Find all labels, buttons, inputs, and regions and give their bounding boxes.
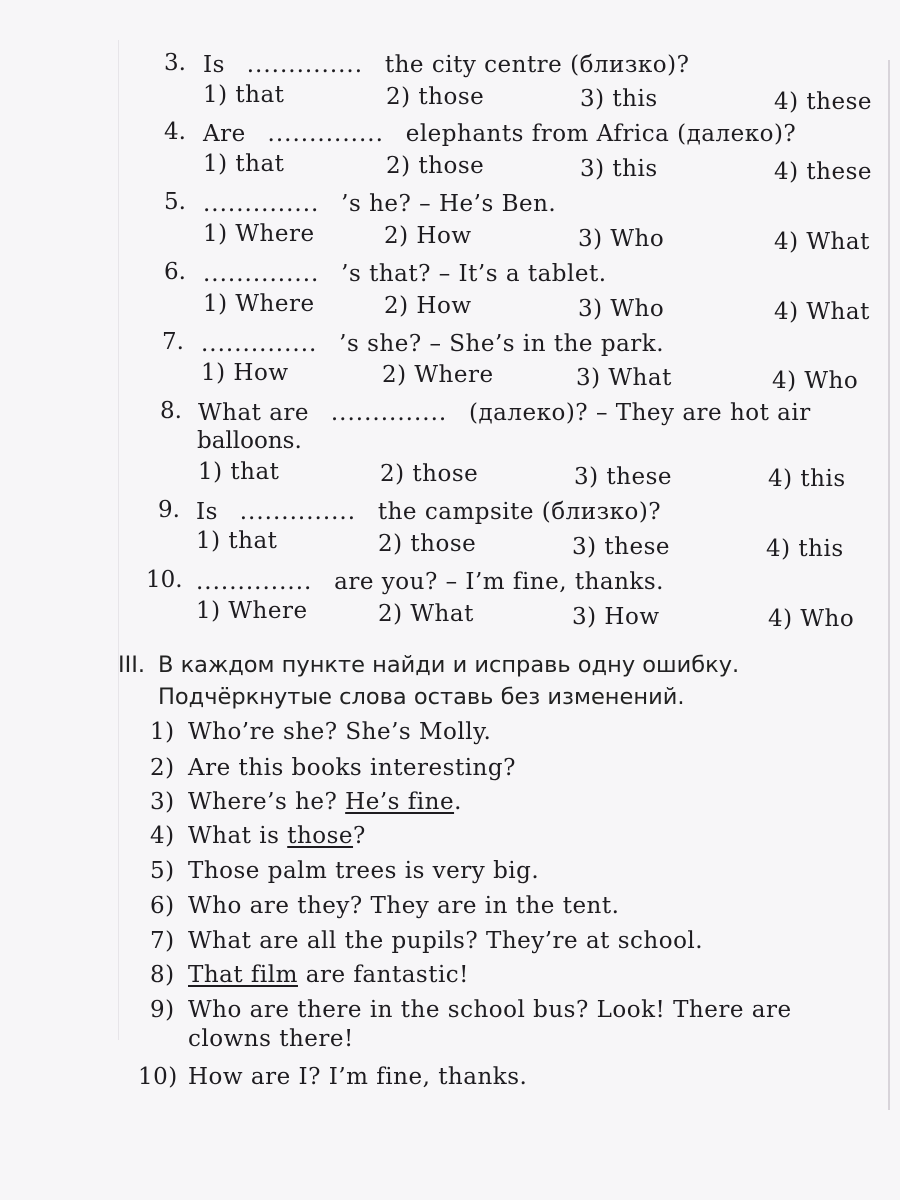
section-instruction-line2: Подчёркнутые слова оставь без изменений. bbox=[158, 684, 685, 710]
item-number: 6) bbox=[150, 893, 175, 919]
stem-rest: the campsite (близко)? bbox=[377, 499, 662, 525]
option-3[interactable]: 3) What bbox=[576, 365, 672, 391]
stem-start: Is bbox=[196, 499, 218, 525]
list-item bbox=[150, 893, 619, 919]
bleed-frame-left bbox=[118, 40, 119, 1040]
option-3[interactable]: 3) How bbox=[572, 604, 660, 630]
item-text-end: ? bbox=[353, 823, 366, 849]
section-number: III. bbox=[118, 652, 146, 678]
question-number: 4. bbox=[164, 119, 186, 145]
question-stem bbox=[196, 569, 664, 595]
option-1[interactable]: 1) Where bbox=[196, 598, 308, 624]
stem-rest: are you? – I’m fine, thanks. bbox=[334, 569, 664, 595]
question-stem bbox=[198, 400, 811, 426]
item-text[interactable]: Are this books interesting? bbox=[188, 755, 516, 781]
item-number: 5) bbox=[150, 858, 175, 884]
stem-rest: ’s she? – She’s in the park. bbox=[339, 331, 665, 357]
list-item bbox=[150, 823, 366, 849]
option-2[interactable]: 2) How bbox=[384, 293, 472, 319]
answer-blank[interactable]: .............. bbox=[201, 331, 318, 357]
question-stem bbox=[203, 52, 689, 78]
option-4[interactable]: 4) these bbox=[774, 159, 872, 185]
stem-start: Is bbox=[203, 52, 225, 78]
answer-blank[interactable]: .............. bbox=[203, 261, 320, 287]
item-text[interactable]: Who are there in the school bus? Look! There are bbox=[188, 997, 792, 1023]
list-item bbox=[150, 789, 462, 815]
option-1[interactable]: 1) that bbox=[203, 82, 285, 108]
option-2[interactable]: 2) What bbox=[378, 601, 474, 627]
stem-rest: elephants from Africa (далеко)? bbox=[405, 121, 797, 147]
option-3[interactable]: 3) Who bbox=[578, 296, 665, 322]
item-text[interactable]: How are I? I’m fine, thanks. bbox=[188, 1064, 528, 1090]
section-heading-line2 bbox=[158, 682, 684, 712]
option-4[interactable]: 4) Who bbox=[768, 606, 855, 632]
answer-blank[interactable]: .............. bbox=[196, 569, 313, 595]
list-item-continuation[interactable]: clowns there! bbox=[188, 1026, 354, 1052]
option-1[interactable]: 1) Where bbox=[203, 221, 315, 247]
underlined-words: those bbox=[287, 823, 354, 849]
option-4[interactable]: 4) this bbox=[768, 466, 846, 492]
question-stem bbox=[201, 331, 664, 357]
question-number: 9. bbox=[158, 497, 180, 523]
option-1[interactable]: 1) Where bbox=[203, 291, 315, 317]
option-3[interactable]: 3) Who bbox=[578, 226, 665, 252]
option-4[interactable]: 4) this bbox=[766, 536, 844, 562]
answer-blank[interactable]: .............. bbox=[330, 400, 448, 426]
option-2[interactable]: 2) Where bbox=[382, 362, 494, 388]
list-item bbox=[150, 962, 469, 988]
option-2[interactable]: 2) those bbox=[378, 531, 477, 557]
answer-blank[interactable]: .............. bbox=[239, 499, 357, 525]
question-stem bbox=[196, 499, 661, 525]
underlined-words: He’s fine bbox=[345, 789, 455, 815]
option-1[interactable]: 1) that bbox=[198, 459, 280, 485]
list-item bbox=[150, 858, 539, 884]
list-item bbox=[150, 755, 516, 781]
bleed-frame-right bbox=[888, 60, 890, 1110]
option-1[interactable]: 1) that bbox=[203, 151, 285, 177]
question-number: 7. bbox=[162, 329, 184, 355]
option-1[interactable]: 1) How bbox=[201, 360, 289, 386]
stem-rest: (далеко)? – They are hot air bbox=[469, 400, 811, 426]
question-stem bbox=[203, 261, 607, 287]
stem-rest: ’s he? – He’s Ben. bbox=[341, 191, 557, 217]
option-2[interactable]: 2) those bbox=[380, 461, 479, 487]
question-stem-continuation: balloons. bbox=[197, 428, 302, 454]
option-3[interactable]: 3) this bbox=[580, 86, 658, 112]
item-number: 7) bbox=[150, 928, 175, 954]
item-text[interactable]: Those palm trees is very big. bbox=[188, 858, 540, 884]
item-text[interactable]: What is bbox=[188, 823, 288, 849]
option-2[interactable]: 2) those bbox=[386, 153, 485, 179]
question-number: 10. bbox=[146, 567, 183, 593]
option-3[interactable]: 3) this bbox=[580, 156, 658, 182]
option-3[interactable]: 3) these bbox=[574, 464, 672, 490]
item-text-end: . bbox=[454, 789, 462, 815]
item-text[interactable]: What are all the pupils? They’re at school. bbox=[188, 928, 704, 954]
option-2[interactable]: 2) those bbox=[386, 84, 485, 110]
question-number: 8. bbox=[160, 398, 182, 424]
answer-blank[interactable]: .............. bbox=[267, 121, 384, 147]
item-number: 3) bbox=[150, 789, 175, 815]
list-item bbox=[150, 997, 792, 1023]
item-text-end[interactable]: are fantastic! bbox=[297, 962, 469, 988]
underlined-words: That film bbox=[188, 962, 298, 988]
item-text[interactable]: Who’re she? She’s Molly. bbox=[188, 719, 492, 745]
item-number: 4) bbox=[150, 823, 175, 849]
list-item bbox=[138, 1064, 527, 1090]
item-number: 2) bbox=[150, 755, 175, 781]
item-number: 10) bbox=[138, 1064, 178, 1090]
option-3[interactable]: 3) these bbox=[572, 534, 670, 560]
stem-start: What are bbox=[198, 400, 310, 426]
item-number: 1) bbox=[150, 719, 175, 745]
question-number: 6. bbox=[164, 259, 186, 285]
answer-blank[interactable]: .............. bbox=[203, 191, 320, 217]
option-4[interactable]: 4) these bbox=[774, 89, 872, 115]
list-item bbox=[150, 928, 703, 954]
item-text[interactable]: Where’s he? bbox=[188, 789, 346, 815]
option-4[interactable]: 4) What bbox=[774, 229, 870, 255]
option-4[interactable]: 4) Who bbox=[772, 368, 859, 394]
stem-rest: the city centre (близко)? bbox=[384, 52, 690, 78]
question-number: 5. bbox=[164, 189, 186, 215]
section-heading bbox=[118, 650, 739, 680]
list-item bbox=[150, 719, 491, 745]
item-number: 8) bbox=[150, 962, 175, 988]
stem-start: Are bbox=[203, 121, 246, 147]
question-number: 3. bbox=[164, 50, 186, 76]
item-text[interactable]: Who are they? They are in the tent. bbox=[188, 893, 620, 919]
option-2[interactable]: 2) How bbox=[384, 223, 472, 249]
item-number: 9) bbox=[150, 997, 175, 1023]
question-stem bbox=[203, 121, 796, 147]
section-instruction-line1: В каждом пункте найди и исправь одну ошибку. bbox=[158, 652, 740, 678]
option-1[interactable]: 1) that bbox=[196, 528, 278, 554]
stem-rest: ’s that? – It’s a tablet. bbox=[341, 261, 607, 287]
option-4[interactable]: 4) What bbox=[774, 299, 870, 325]
question-stem bbox=[203, 191, 556, 217]
answer-blank[interactable]: .............. bbox=[246, 52, 364, 78]
